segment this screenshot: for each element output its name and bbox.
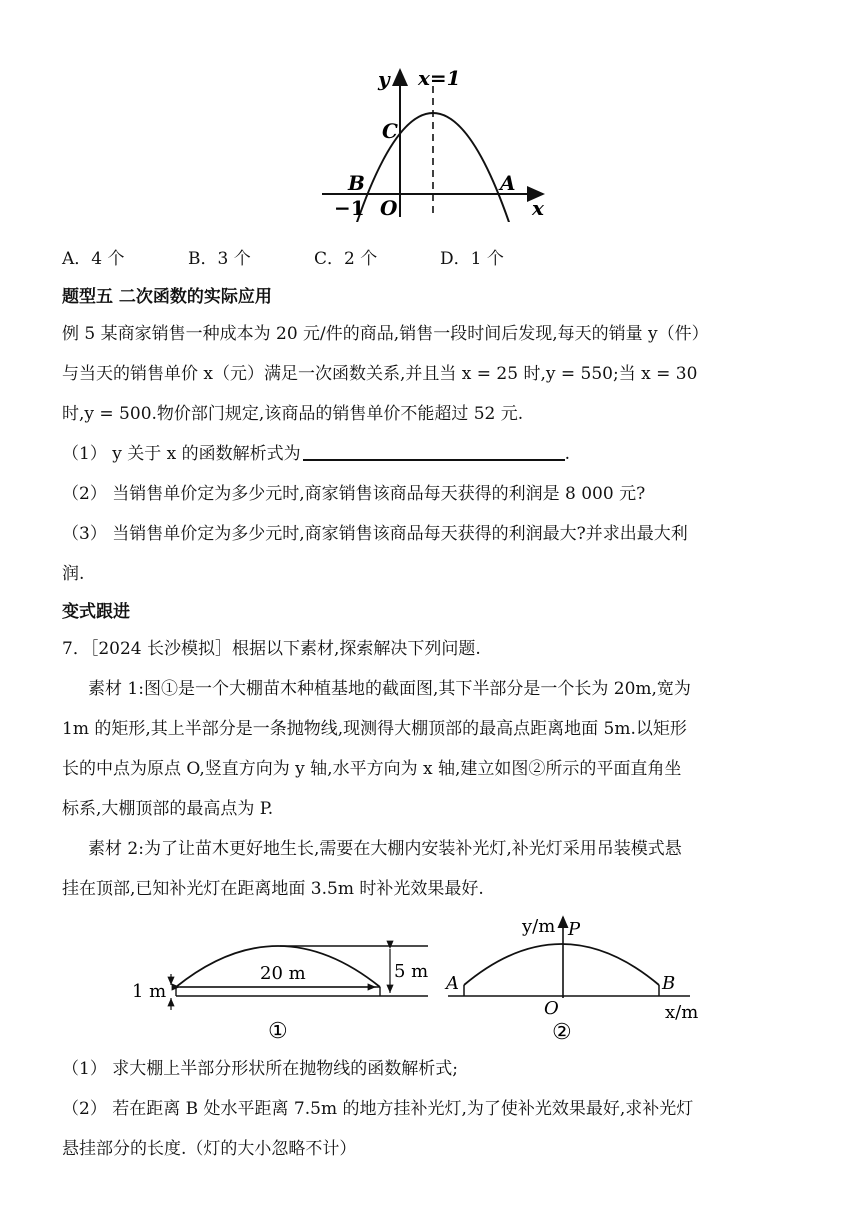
example-question-1 — [62, 442, 570, 466]
example-line-1: 例 5 某商家销售一种成本为 20 元/件的商品,销售一段时间后发现,每天的销量 y（件） — [62, 324, 709, 344]
answer-blank — [303, 443, 565, 461]
option-c: C．2 个 — [314, 249, 378, 269]
problem-7-question-1: （1） 求大棚上半部分形状所在抛物线的函数解析式; — [62, 1059, 458, 1079]
coord-parabola — [464, 944, 659, 985]
y-axis-label: y — [378, 67, 390, 91]
greenhouse-figure-2 — [440, 910, 710, 1048]
x-axis-label: x — [532, 196, 544, 220]
material-1-line-1: 素材 1:图①是一个大棚苗木种植基地的截面图,其下半部分是一个长为 20m,宽为 — [88, 679, 691, 699]
question-1-text: （1） y 关于 x 的函数解析式为 — [62, 444, 301, 464]
material-2-line-1: 素材 2:为了让苗木更好地生长,需要在大棚内安装补光灯,补光灯采用吊装模式悬 — [88, 839, 682, 859]
example-question-3-line-2: 润. — [62, 564, 85, 584]
example-line-2: 与当天的销售单价 x（元）满足一次函数关系,并且当 x = 25 时,y = 550;当 x = 30 — [62, 364, 698, 384]
parabola-figure — [318, 62, 550, 222]
point-a-label-2: A — [446, 973, 459, 994]
point-a-label: A — [500, 171, 516, 195]
width-label: 20 m — [260, 963, 306, 984]
question-1-end: . — [564, 444, 571, 464]
symmetry-axis-label: x=1 — [418, 66, 461, 90]
option-d: D．1 个 — [440, 249, 504, 269]
top-height-label: 5 m — [394, 961, 429, 982]
figure-2-caption: ② — [552, 1020, 572, 1045]
origin-label: O — [380, 196, 398, 220]
height-label: 1 m — [132, 981, 167, 1002]
neg-one-label: −1 — [334, 196, 365, 220]
material-1-line-4: 标系,大棚顶部的最高点为 P. — [62, 799, 274, 819]
problem-7-intro: 7．［2024 长沙模拟］根据以下素材,探索解决下列问题. — [62, 639, 481, 659]
figure-1-caption: ① — [268, 1019, 288, 1044]
example-line-3: 时,y = 500.物价部门规定,该商品的销售单价不能超过 52 元. — [62, 404, 524, 424]
problem-7-question-2-line-1: （2） 若在距离 B 处水平距离 7.5m 的地方挂补光灯,为了使补光效果最好,求补光灯 — [62, 1099, 694, 1119]
point-b-label-2: B — [662, 973, 676, 994]
material-2-line-2: 挂在顶部,已知补光灯在距离地面 3.5m 时补光效果最好. — [62, 879, 484, 899]
origin-label-2: O — [544, 998, 559, 1019]
point-c-label: C — [382, 119, 398, 143]
option-b: B．3 个 — [188, 249, 251, 269]
parabola-curve — [352, 113, 514, 222]
material-1-line-2: 1m 的矩形,其上半部分是一条抛物线,现测得大棚顶部的最高点距离地面 5m.以矩形 — [62, 719, 687, 739]
example-question-2: （2） 当销售单价定为多少元时,商家销售该商品每天获得的利润是 8 000 元? — [62, 484, 646, 504]
point-p-label: P — [568, 919, 581, 940]
example-question-3-line-1: （3） 当销售单价定为多少元时,商家销售该商品每天获得的利润最大?并求出最大利 — [62, 524, 688, 544]
problem-7-question-2-line-2: 悬挂部分的长度.（灯的大小忽略不计） — [62, 1139, 357, 1159]
variant-title: 变式跟进 — [62, 602, 130, 622]
point-b-label: B — [348, 171, 365, 195]
section-title: 题型五 二次函数的实际应用 — [62, 287, 272, 307]
material-1-line-3: 长的中点为原点 O,竖直方向为 y 轴,水平方向为 x 轴,建立如图②所示的平面直角坐 — [62, 759, 682, 779]
greenhouse-figure-1 — [128, 934, 438, 1046]
option-a: A．4 个 — [62, 249, 125, 269]
coord-y-label: y/m — [522, 916, 556, 937]
coord-x-label: x/m — [665, 1002, 699, 1023]
